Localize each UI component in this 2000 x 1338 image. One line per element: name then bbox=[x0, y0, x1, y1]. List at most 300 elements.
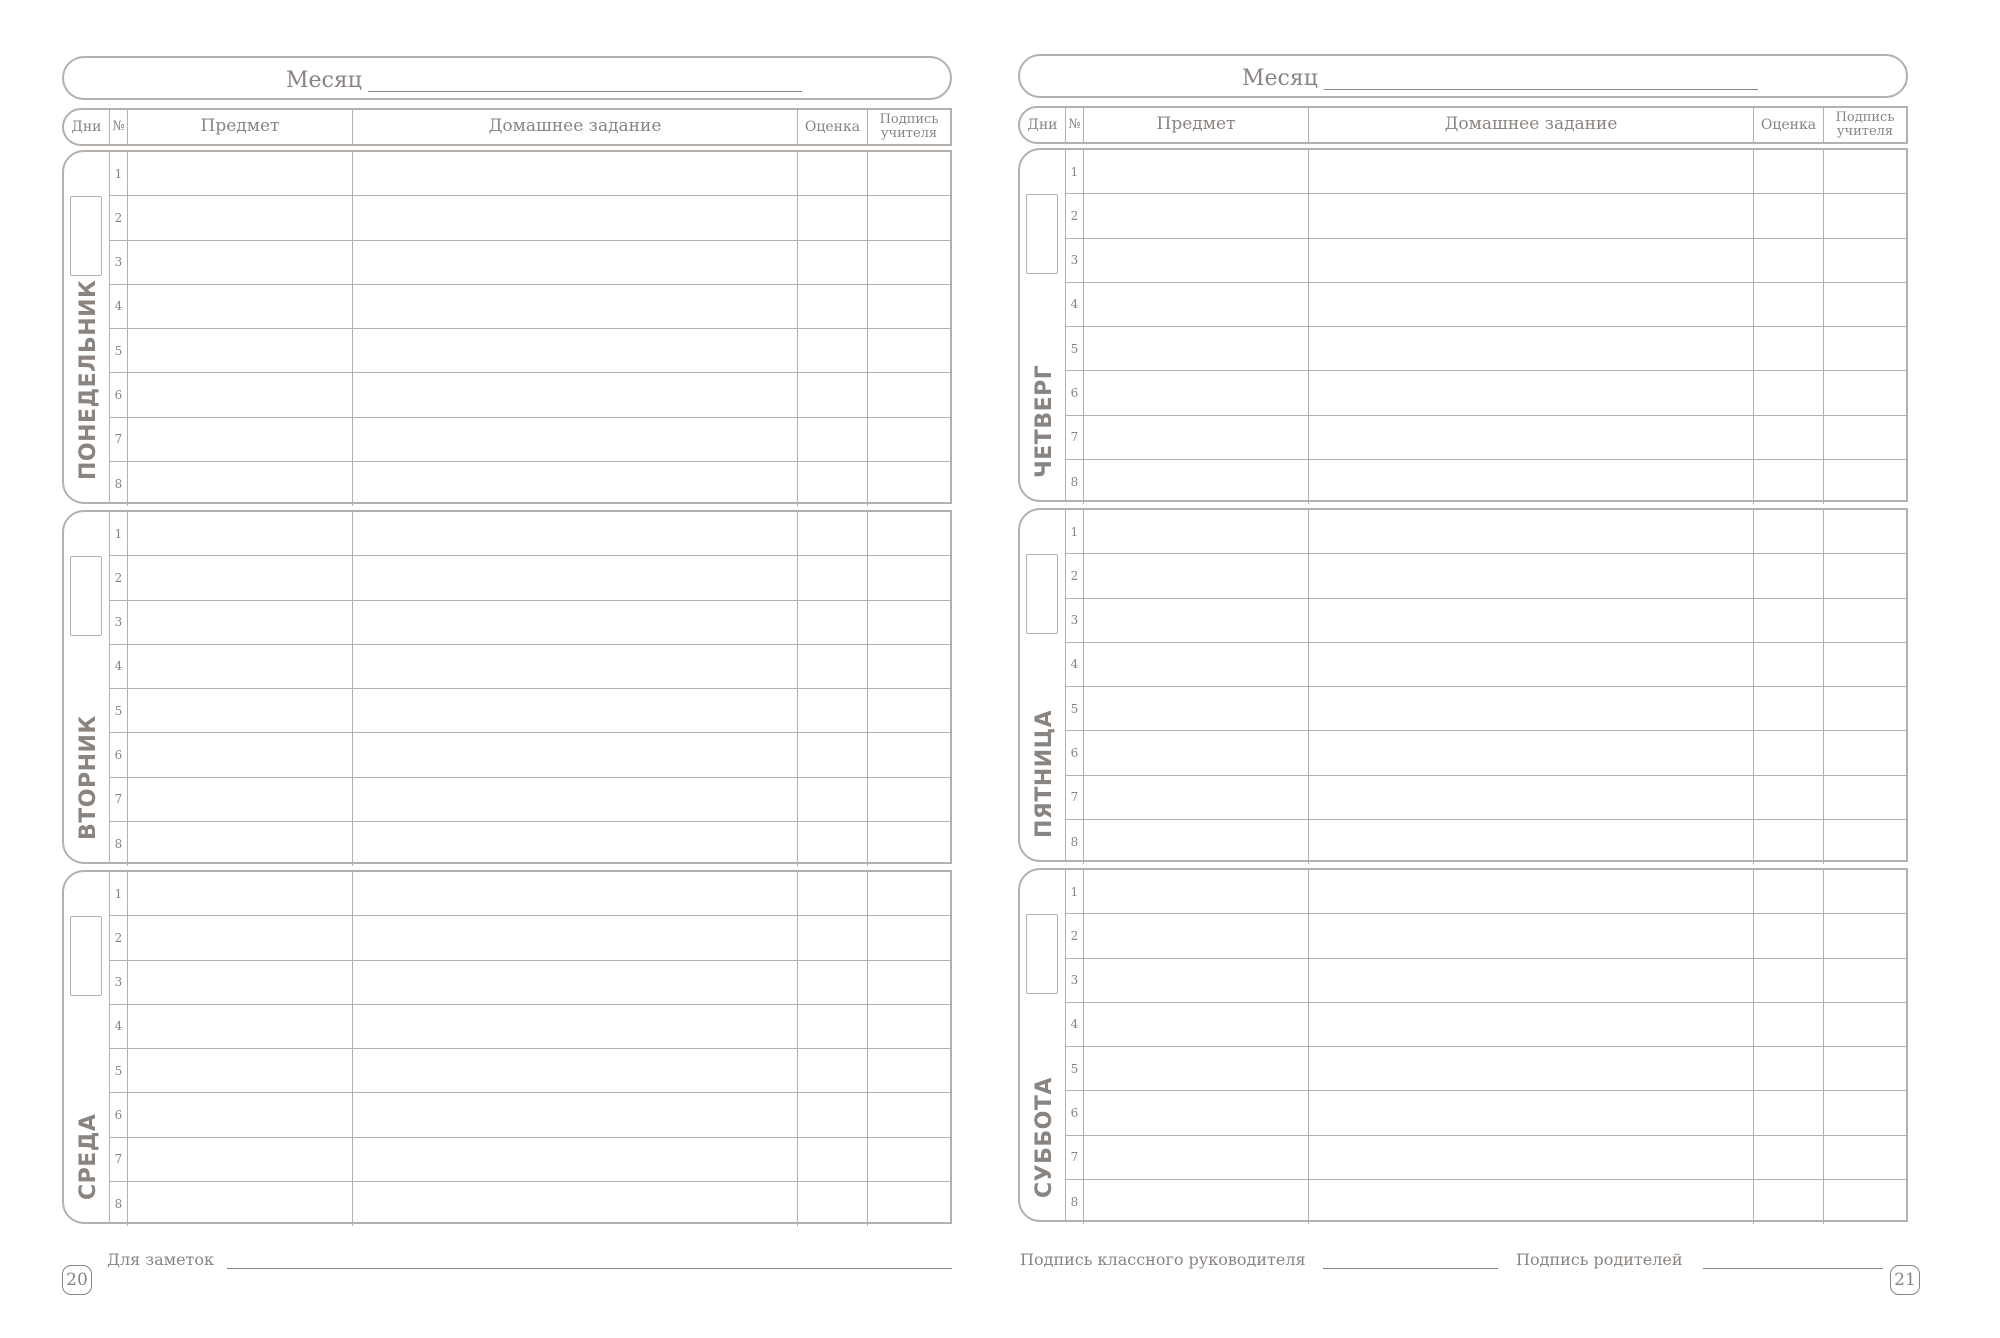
teacher-sign-cell[interactable] bbox=[1824, 687, 1906, 730]
homework-cell[interactable] bbox=[353, 872, 798, 915]
month-bar bbox=[1018, 54, 1908, 98]
subject-cell[interactable] bbox=[1084, 416, 1309, 459]
lesson-number: 8 bbox=[110, 462, 128, 506]
teacher-sign-cell[interactable] bbox=[868, 601, 950, 644]
lesson-number: 2 bbox=[110, 556, 128, 599]
subject-cell[interactable] bbox=[1084, 371, 1309, 414]
date-box[interactable] bbox=[1026, 914, 1058, 994]
homework-cell[interactable] bbox=[353, 601, 798, 644]
grade-cell[interactable] bbox=[798, 152, 868, 195]
lesson-row bbox=[1066, 687, 1906, 731]
teacher-sign-cell[interactable] bbox=[1824, 731, 1906, 774]
header-grade: Оценка bbox=[798, 110, 868, 144]
grade-cell[interactable] bbox=[798, 1005, 868, 1048]
subject-cell[interactable] bbox=[128, 689, 353, 732]
header-teacher-sign: Подпись учителя bbox=[879, 112, 939, 141]
subject-cell[interactable] bbox=[128, 556, 353, 599]
grade-cell[interactable] bbox=[798, 733, 868, 776]
grade-cell[interactable] bbox=[798, 1093, 868, 1136]
subject-cell[interactable] bbox=[1084, 239, 1309, 282]
grade-cell[interactable] bbox=[798, 645, 868, 688]
teacher-sign-cell[interactable] bbox=[1824, 959, 1906, 1002]
subject-cell[interactable] bbox=[1084, 1136, 1309, 1179]
grade-cell[interactable] bbox=[798, 196, 868, 239]
teacher-sign-cell[interactable] bbox=[1824, 820, 1906, 864]
teacher-sign-cell[interactable] bbox=[868, 645, 950, 688]
lesson-number: 3 bbox=[110, 241, 128, 284]
teacher-sign-cell[interactable] bbox=[868, 329, 950, 372]
grade-cell[interactable] bbox=[1754, 820, 1824, 864]
lesson-row bbox=[110, 512, 950, 556]
lesson-row bbox=[1066, 327, 1906, 371]
lesson-number: 1 bbox=[110, 512, 128, 555]
homework-cell[interactable] bbox=[353, 1138, 798, 1181]
homework-cell[interactable] bbox=[353, 778, 798, 821]
lesson-number: 4 bbox=[1066, 283, 1084, 326]
subject-cell[interactable] bbox=[128, 601, 353, 644]
lesson-row bbox=[1066, 510, 1906, 554]
teacher-sign-cell[interactable] bbox=[1824, 1136, 1906, 1179]
lesson-row bbox=[110, 822, 950, 866]
lesson-row bbox=[110, 778, 950, 822]
date-box[interactable] bbox=[70, 196, 102, 276]
subject-cell[interactable] bbox=[128, 1093, 353, 1136]
subject-cell[interactable] bbox=[128, 778, 353, 821]
header-subject: Предмет bbox=[128, 110, 353, 144]
month-input-line[interactable] bbox=[368, 91, 802, 92]
lesson-number: 7 bbox=[1066, 1136, 1084, 1179]
grade-cell[interactable] bbox=[1754, 194, 1824, 237]
homework-cell[interactable] bbox=[1309, 1091, 1754, 1134]
lesson-row bbox=[110, 689, 950, 733]
subject-cell[interactable] bbox=[1084, 194, 1309, 237]
lesson-row bbox=[110, 1093, 950, 1137]
homework-cell[interactable] bbox=[1309, 239, 1754, 282]
date-box[interactable] bbox=[1026, 554, 1058, 634]
teacher-sign-cell[interactable] bbox=[868, 778, 950, 821]
grade-cell[interactable] bbox=[798, 689, 868, 732]
teacher-sign-cell[interactable] bbox=[1824, 1180, 1906, 1224]
class-teacher-sign-line[interactable] bbox=[1323, 1268, 1498, 1269]
subject-cell[interactable] bbox=[128, 1138, 353, 1181]
grade-cell[interactable] bbox=[798, 462, 868, 506]
lesson-number: 7 bbox=[110, 418, 128, 461]
homework-cell[interactable] bbox=[1309, 327, 1754, 370]
subject-cell[interactable] bbox=[128, 872, 353, 915]
lesson-row bbox=[110, 285, 950, 329]
homework-cell[interactable] bbox=[353, 329, 798, 372]
teacher-sign-cell[interactable] bbox=[868, 1093, 950, 1136]
homework-cell[interactable] bbox=[353, 152, 798, 195]
homework-cell[interactable] bbox=[353, 645, 798, 688]
teacher-sign-cell[interactable] bbox=[868, 196, 950, 239]
day-name: ЧЕТВЕРГ bbox=[1032, 364, 1057, 478]
right-footer bbox=[1018, 1250, 1918, 1300]
homework-cell[interactable] bbox=[1309, 643, 1754, 686]
teacher-sign-cell[interactable] bbox=[868, 872, 950, 915]
teacher-sign-cell[interactable] bbox=[868, 916, 950, 959]
homework-cell[interactable] bbox=[353, 285, 798, 328]
subject-cell[interactable] bbox=[128, 916, 353, 959]
homework-cell[interactable] bbox=[1309, 150, 1754, 193]
lesson-number: 8 bbox=[110, 1182, 128, 1226]
grade-cell[interactable] bbox=[1754, 554, 1824, 597]
grade-cell[interactable] bbox=[798, 1182, 868, 1226]
subject-cell[interactable] bbox=[1084, 914, 1309, 957]
header-days: Дни bbox=[1020, 108, 1066, 142]
subject-cell[interactable] bbox=[1084, 870, 1309, 913]
header-teacher-sign: Подпись учителя bbox=[1835, 110, 1895, 139]
grade-cell[interactable] bbox=[1754, 1091, 1824, 1134]
lesson-row bbox=[110, 733, 950, 777]
lesson-number: 5 bbox=[1066, 1047, 1084, 1090]
lesson-number: 3 bbox=[110, 601, 128, 644]
subject-cell[interactable] bbox=[1084, 820, 1309, 864]
grade-cell[interactable] bbox=[1754, 283, 1824, 326]
date-box[interactable] bbox=[70, 916, 102, 996]
lesson-number: 5 bbox=[110, 1049, 128, 1092]
lesson-row bbox=[1066, 150, 1906, 194]
homework-cell[interactable] bbox=[353, 822, 798, 866]
subject-cell[interactable] bbox=[1084, 150, 1309, 193]
subject-cell[interactable] bbox=[128, 329, 353, 372]
lesson-row bbox=[1066, 959, 1906, 1003]
grade-cell[interactable] bbox=[1754, 1136, 1824, 1179]
teacher-sign-cell[interactable] bbox=[868, 152, 950, 195]
day-name: СРЕДА bbox=[76, 1113, 101, 1200]
teacher-sign-cell[interactable] bbox=[868, 733, 950, 776]
homework-cell[interactable] bbox=[353, 1182, 798, 1226]
homework-cell[interactable] bbox=[1309, 371, 1754, 414]
lesson-number: 6 bbox=[110, 373, 128, 416]
teacher-sign-cell[interactable] bbox=[1824, 554, 1906, 597]
lesson-number: 8 bbox=[1066, 1180, 1084, 1224]
subject-cell[interactable] bbox=[1084, 1180, 1309, 1224]
lesson-number: 4 bbox=[1066, 1003, 1084, 1046]
subject-cell[interactable] bbox=[1084, 731, 1309, 774]
homework-cell[interactable] bbox=[1309, 820, 1754, 864]
grade-cell[interactable] bbox=[798, 916, 868, 959]
subject-cell[interactable] bbox=[128, 822, 353, 866]
day-column bbox=[64, 152, 110, 502]
homework-cell[interactable] bbox=[1309, 914, 1754, 957]
lesson-number: 2 bbox=[110, 196, 128, 239]
lesson-number: 4 bbox=[110, 1005, 128, 1048]
header-grade: Оценка bbox=[1754, 108, 1824, 142]
grade-cell[interactable] bbox=[798, 241, 868, 284]
homework-cell[interactable] bbox=[353, 512, 798, 555]
grade-cell[interactable] bbox=[1754, 1180, 1824, 1224]
lesson-row bbox=[110, 961, 950, 1005]
teacher-sign-cell[interactable] bbox=[1824, 1047, 1906, 1090]
homework-cell[interactable] bbox=[1309, 1003, 1754, 1046]
grade-cell[interactable] bbox=[798, 512, 868, 555]
header-homework: Домашнее задание bbox=[353, 110, 798, 144]
day-block-monday bbox=[62, 150, 952, 504]
grade-cell[interactable] bbox=[1754, 959, 1824, 1002]
homework-cell[interactable] bbox=[1309, 510, 1754, 553]
lesson-row bbox=[110, 556, 950, 600]
grade-cell[interactable] bbox=[1754, 914, 1824, 957]
month-label: Месяц bbox=[1242, 66, 1318, 91]
lesson-row bbox=[110, 1182, 950, 1226]
subject-cell[interactable] bbox=[1084, 460, 1309, 504]
lesson-row bbox=[110, 152, 950, 196]
subject-cell[interactable] bbox=[128, 241, 353, 284]
homework-cell[interactable] bbox=[353, 1005, 798, 1048]
teacher-sign-cell[interactable] bbox=[1824, 371, 1906, 414]
grade-cell[interactable] bbox=[798, 285, 868, 328]
month-label: Месяц bbox=[286, 68, 362, 93]
subject-cell[interactable] bbox=[1084, 687, 1309, 730]
teacher-sign-cell[interactable] bbox=[868, 373, 950, 416]
homework-cell[interactable] bbox=[1309, 687, 1754, 730]
homework-cell[interactable] bbox=[353, 462, 798, 506]
homework-cell[interactable] bbox=[1309, 959, 1754, 1002]
lesson-row bbox=[1066, 731, 1906, 775]
grade-cell[interactable] bbox=[1754, 327, 1824, 370]
subject-cell[interactable] bbox=[128, 961, 353, 1004]
lesson-number: 2 bbox=[1066, 554, 1084, 597]
subject-cell[interactable] bbox=[1084, 1003, 1309, 1046]
homework-cell[interactable] bbox=[1309, 776, 1754, 819]
header-days: Дни bbox=[64, 110, 110, 144]
lesson-row bbox=[110, 373, 950, 417]
grade-cell[interactable] bbox=[798, 556, 868, 599]
subject-cell[interactable] bbox=[128, 1049, 353, 1092]
lesson-number: 6 bbox=[1066, 371, 1084, 414]
teacher-sign-cell[interactable] bbox=[868, 418, 950, 461]
teacher-sign-cell[interactable] bbox=[1824, 870, 1906, 913]
grade-cell[interactable] bbox=[1754, 416, 1824, 459]
lesson-row bbox=[1066, 371, 1906, 415]
lesson-row bbox=[1066, 776, 1906, 820]
header-number: № bbox=[1066, 108, 1084, 142]
grade-cell[interactable] bbox=[1754, 239, 1824, 282]
grade-cell[interactable] bbox=[1754, 371, 1824, 414]
subject-cell[interactable] bbox=[1084, 643, 1309, 686]
homework-cell[interactable] bbox=[1309, 1047, 1754, 1090]
subject-cell[interactable] bbox=[128, 1182, 353, 1226]
homework-cell[interactable] bbox=[353, 916, 798, 959]
homework-cell[interactable] bbox=[353, 196, 798, 239]
subject-cell[interactable] bbox=[1084, 510, 1309, 553]
lesson-row bbox=[1066, 283, 1906, 327]
teacher-sign-cell[interactable] bbox=[1824, 416, 1906, 459]
lesson-rows bbox=[1066, 510, 1906, 860]
teacher-sign-cell[interactable] bbox=[868, 285, 950, 328]
day-block-saturday bbox=[1018, 868, 1908, 1222]
month-input-line[interactable] bbox=[1324, 89, 1758, 90]
lesson-row bbox=[110, 1005, 950, 1049]
lesson-number: 3 bbox=[110, 961, 128, 1004]
teacher-sign-cell[interactable] bbox=[1824, 283, 1906, 326]
parents-sign-line[interactable] bbox=[1703, 1268, 1883, 1269]
lesson-number: 3 bbox=[1066, 239, 1084, 282]
teacher-sign-cell[interactable] bbox=[1824, 510, 1906, 553]
day-column bbox=[1020, 510, 1066, 860]
homework-cell[interactable] bbox=[353, 1049, 798, 1092]
homework-cell[interactable] bbox=[1309, 554, 1754, 597]
grade-cell[interactable] bbox=[1754, 870, 1824, 913]
teacher-sign-cell[interactable] bbox=[868, 1138, 950, 1181]
day-block-friday bbox=[1018, 508, 1908, 862]
homework-cell[interactable] bbox=[353, 733, 798, 776]
teacher-sign-cell[interactable] bbox=[1824, 914, 1906, 957]
homework-cell[interactable] bbox=[1309, 194, 1754, 237]
teacher-sign-cell[interactable] bbox=[1824, 460, 1906, 504]
teacher-sign-cell[interactable] bbox=[1824, 643, 1906, 686]
grade-cell[interactable] bbox=[1754, 731, 1824, 774]
teacher-sign-cell[interactable] bbox=[868, 241, 950, 284]
subject-cell[interactable] bbox=[128, 733, 353, 776]
column-header bbox=[62, 108, 952, 146]
class-teacher-sign-label: Подпись классного руководителя bbox=[1020, 1250, 1306, 1269]
teacher-sign-cell[interactable] bbox=[868, 689, 950, 732]
lesson-row bbox=[1066, 416, 1906, 460]
lesson-number: 2 bbox=[1066, 194, 1084, 237]
homework-cell[interactable] bbox=[353, 373, 798, 416]
teacher-sign-cell[interactable] bbox=[1824, 239, 1906, 282]
homework-cell[interactable] bbox=[353, 418, 798, 461]
subject-cell[interactable] bbox=[1084, 1091, 1309, 1134]
header-subject: Предмет bbox=[1084, 108, 1309, 142]
grade-cell[interactable] bbox=[1754, 460, 1824, 504]
lesson-number: 4 bbox=[110, 285, 128, 328]
teacher-sign-cell[interactable] bbox=[868, 512, 950, 555]
homework-cell[interactable] bbox=[1309, 416, 1754, 459]
grade-cell[interactable] bbox=[798, 1049, 868, 1092]
homework-cell[interactable] bbox=[1309, 1180, 1754, 1224]
grade-cell[interactable] bbox=[1754, 643, 1824, 686]
lesson-row bbox=[110, 872, 950, 916]
grade-cell[interactable] bbox=[1754, 510, 1824, 553]
header-homework: Домашнее задание bbox=[1309, 108, 1754, 142]
teacher-sign-cell[interactable] bbox=[1824, 150, 1906, 193]
subject-cell[interactable] bbox=[1084, 554, 1309, 597]
teacher-sign-cell[interactable] bbox=[868, 556, 950, 599]
subject-cell[interactable] bbox=[1084, 1047, 1309, 1090]
subject-cell[interactable] bbox=[1084, 283, 1309, 326]
homework-cell[interactable] bbox=[353, 241, 798, 284]
lesson-number: 4 bbox=[110, 645, 128, 688]
grade-cell[interactable] bbox=[798, 418, 868, 461]
teacher-sign-cell[interactable] bbox=[1824, 194, 1906, 237]
subject-cell[interactable] bbox=[128, 196, 353, 239]
teacher-sign-cell[interactable] bbox=[868, 961, 950, 1004]
left-page bbox=[62, 0, 962, 1338]
header-number: № bbox=[110, 110, 128, 144]
homework-cell[interactable] bbox=[1309, 1136, 1754, 1179]
subject-cell[interactable] bbox=[128, 512, 353, 555]
teacher-sign-cell[interactable] bbox=[868, 822, 950, 866]
homework-cell[interactable] bbox=[353, 689, 798, 732]
lesson-number: 8 bbox=[110, 822, 128, 866]
day-block-tuesday bbox=[62, 510, 952, 864]
day-column bbox=[64, 512, 110, 862]
grade-cell[interactable] bbox=[798, 778, 868, 821]
teacher-sign-cell[interactable] bbox=[1824, 1003, 1906, 1046]
homework-cell[interactable] bbox=[353, 556, 798, 599]
lesson-number: 3 bbox=[1066, 599, 1084, 642]
teacher-sign-cell[interactable] bbox=[1824, 599, 1906, 642]
grade-cell[interactable] bbox=[798, 822, 868, 866]
lesson-number: 6 bbox=[1066, 731, 1084, 774]
grade-cell[interactable] bbox=[798, 329, 868, 372]
teacher-sign-cell[interactable] bbox=[868, 1005, 950, 1048]
day-column bbox=[1020, 870, 1066, 1220]
subject-cell[interactable] bbox=[1084, 327, 1309, 370]
teacher-sign-cell[interactable] bbox=[868, 462, 950, 506]
homework-cell[interactable] bbox=[1309, 283, 1754, 326]
lesson-number: 3 bbox=[1066, 959, 1084, 1002]
homework-cell[interactable] bbox=[1309, 731, 1754, 774]
lesson-number: 5 bbox=[110, 689, 128, 732]
teacher-sign-cell[interactable] bbox=[868, 1049, 950, 1092]
subject-cell[interactable] bbox=[1084, 776, 1309, 819]
subject-cell[interactable] bbox=[128, 1005, 353, 1048]
grade-cell[interactable] bbox=[1754, 1047, 1824, 1090]
day-name: ПОНЕДЕЛЬНИК bbox=[76, 279, 101, 480]
subject-cell[interactable] bbox=[128, 645, 353, 688]
date-box[interactable] bbox=[70, 556, 102, 636]
subject-cell[interactable] bbox=[128, 373, 353, 416]
lesson-row bbox=[110, 241, 950, 285]
lesson-number: 7 bbox=[110, 1138, 128, 1181]
subject-cell[interactable] bbox=[128, 152, 353, 195]
homework-cell[interactable] bbox=[353, 1093, 798, 1136]
homework-cell[interactable] bbox=[353, 961, 798, 1004]
notes-label: Для заметок bbox=[107, 1250, 215, 1269]
grade-cell[interactable] bbox=[798, 872, 868, 915]
lesson-row bbox=[1066, 643, 1906, 687]
teacher-sign-cell[interactable] bbox=[1824, 1091, 1906, 1134]
date-box[interactable] bbox=[1026, 194, 1058, 274]
grade-cell[interactable] bbox=[798, 373, 868, 416]
homework-cell[interactable] bbox=[1309, 599, 1754, 642]
grade-cell[interactable] bbox=[1754, 776, 1824, 819]
grade-cell[interactable] bbox=[798, 601, 868, 644]
homework-cell[interactable] bbox=[1309, 870, 1754, 913]
subject-cell[interactable] bbox=[128, 285, 353, 328]
grade-cell[interactable] bbox=[1754, 150, 1824, 193]
lesson-number: 6 bbox=[1066, 1091, 1084, 1134]
subject-cell[interactable] bbox=[128, 418, 353, 461]
lesson-row bbox=[110, 645, 950, 689]
lesson-row bbox=[1066, 194, 1906, 238]
lesson-row bbox=[1066, 914, 1906, 958]
lesson-number: 1 bbox=[110, 872, 128, 915]
grade-cell[interactable] bbox=[1754, 687, 1824, 730]
lesson-row bbox=[1066, 599, 1906, 643]
teacher-sign-cell[interactable] bbox=[1824, 776, 1906, 819]
page-number: 21 bbox=[1890, 1265, 1920, 1295]
homework-cell[interactable] bbox=[1309, 460, 1754, 504]
grade-cell[interactable] bbox=[1754, 599, 1824, 642]
notes-line[interactable] bbox=[227, 1268, 952, 1269]
grade-cell[interactable] bbox=[1754, 1003, 1824, 1046]
teacher-sign-cell[interactable] bbox=[1824, 327, 1906, 370]
lesson-row bbox=[110, 601, 950, 645]
subject-cell[interactable] bbox=[1084, 959, 1309, 1002]
lesson-rows bbox=[110, 512, 950, 862]
grade-cell[interactable] bbox=[798, 961, 868, 1004]
subject-cell[interactable] bbox=[128, 462, 353, 506]
lesson-row bbox=[1066, 554, 1906, 598]
subject-cell[interactable] bbox=[1084, 599, 1309, 642]
teacher-sign-cell[interactable] bbox=[868, 1182, 950, 1226]
grade-cell[interactable] bbox=[798, 1138, 868, 1181]
